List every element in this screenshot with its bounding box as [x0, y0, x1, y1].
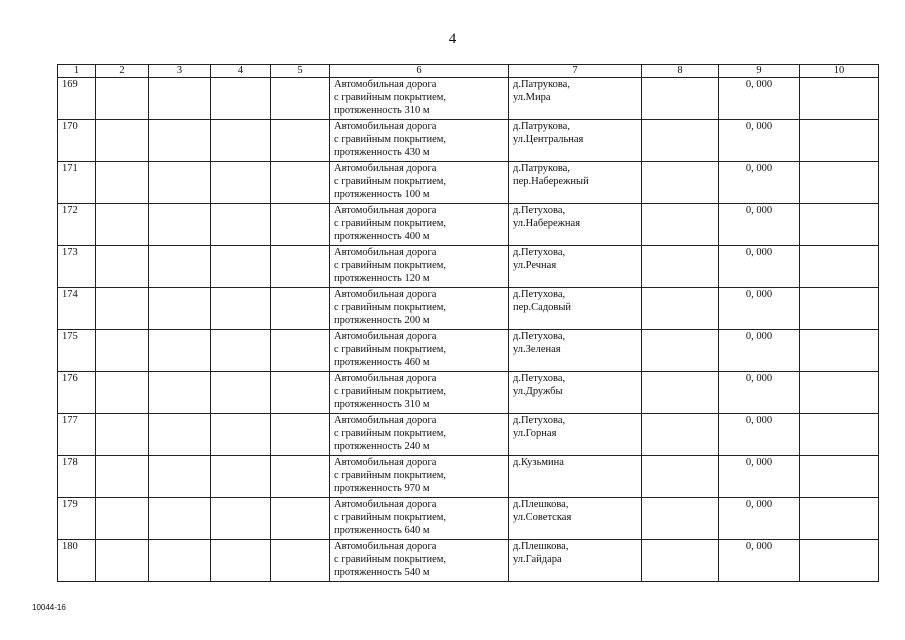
- col-header-9: 9: [719, 65, 800, 78]
- table-cell-col-5: [271, 414, 330, 456]
- table-cell-col-1: 176: [58, 372, 96, 414]
- road-description-line: Автомобильная дорога: [334, 457, 437, 468]
- table-cell-col-8: [642, 78, 719, 120]
- table-cell-col-8: [642, 204, 719, 246]
- road-description-line: Автомобильная дорога: [334, 121, 437, 132]
- address-line: ул.Зеленая: [513, 343, 561, 355]
- road-description-line: протяженность 540 м: [334, 566, 430, 578]
- table-row: [58, 204, 879, 246]
- address-line: ул.Набережная: [513, 217, 581, 229]
- table-cell-col-2: [96, 414, 149, 456]
- address-line: ул.Советская: [513, 511, 572, 523]
- table-row: [58, 372, 879, 414]
- table-cell-col-5: [271, 498, 330, 540]
- road-description-line: с гравийным покрытием,: [334, 385, 447, 397]
- table-cell-col-1: 175: [58, 330, 96, 372]
- table-cell-col-5: [271, 120, 330, 162]
- table-cell-col-1: 172: [58, 204, 96, 246]
- table-cell-col-4: [211, 288, 271, 330]
- table-cell-col-1: 177: [58, 414, 96, 456]
- table-cell-col-6: [330, 372, 509, 414]
- document-code: 10044-16: [32, 603, 66, 612]
- road-description-line: Автомобильная дорога: [334, 499, 437, 510]
- table-cell-col-5: [271, 204, 330, 246]
- road-description-line: протяженность 310 м: [334, 104, 430, 116]
- table-cell-col-3: [149, 456, 211, 498]
- table-cell-col-2: [96, 456, 149, 498]
- road-description-line: протяженность 120 м: [334, 272, 430, 284]
- table-cell-col-9: 0, 000: [719, 330, 800, 372]
- address-line: пер.Садовый: [513, 301, 572, 313]
- table-cell-col-8: [642, 246, 719, 288]
- property-register-table: [57, 64, 879, 582]
- road-description-line: Автомобильная дорога: [334, 541, 437, 552]
- road-description-line: с гравийным покрытием,: [334, 217, 447, 229]
- table-cell-col-3: [149, 204, 211, 246]
- table-cell-col-2: [96, 120, 149, 162]
- table-cell-col-6: [330, 204, 509, 246]
- table-cell-col-1: 169: [58, 78, 96, 120]
- table-cell-col-10: [800, 540, 879, 582]
- address-line: ул.Дружбы: [513, 385, 563, 397]
- table-cell-col-10: [800, 498, 879, 540]
- table-cell-col-2: [96, 330, 149, 372]
- table-cell-col-7: [509, 372, 642, 414]
- table-cell-col-1: 170: [58, 120, 96, 162]
- col-header-10: 10: [800, 65, 879, 78]
- table-cell-col-5: [271, 78, 330, 120]
- table-cell-col-9: 0, 000: [719, 78, 800, 120]
- road-description-line: протяженность 310 м: [334, 398, 430, 410]
- table-cell-col-10: [800, 414, 879, 456]
- road-description-line: Автомобильная дорога: [334, 415, 437, 426]
- table-cell-col-4: [211, 372, 271, 414]
- table-cell-col-1: 171: [58, 162, 96, 204]
- table-cell-col-4: [211, 78, 271, 120]
- table-cell-col-6: [330, 162, 509, 204]
- col-header-1: 1: [58, 65, 96, 78]
- table-cell-col-4: [211, 162, 271, 204]
- table-cell-col-7: [509, 204, 642, 246]
- table-cell-col-4: [211, 204, 271, 246]
- address-line: ул.Гайдара: [513, 553, 562, 565]
- road-description-line: с гравийным покрытием,: [334, 469, 447, 481]
- road-description-line: Автомобильная дорога: [334, 289, 437, 300]
- address-line: ул.Мира: [513, 91, 551, 103]
- table-cell-col-10: [800, 204, 879, 246]
- table-cell-col-7: [509, 414, 642, 456]
- table-cell-col-2: [96, 162, 149, 204]
- table-cell-col-9: 0, 000: [719, 372, 800, 414]
- table-cell-col-6: [330, 540, 509, 582]
- table-row: [58, 246, 879, 288]
- road-description-line: с гравийным покрытием,: [334, 259, 447, 271]
- road-description-line: протяженность 100 м: [334, 188, 430, 200]
- table-cell-col-3: [149, 498, 211, 540]
- road-description-line: с гравийным покрытием,: [334, 427, 447, 439]
- table-row: [58, 498, 879, 540]
- address-line: ул.Речная: [513, 259, 557, 271]
- table-row: [58, 330, 879, 372]
- table-cell-col-6: [330, 330, 509, 372]
- table-cell-col-8: [642, 330, 719, 372]
- table-cell-col-7: [509, 120, 642, 162]
- table-cell-col-4: [211, 498, 271, 540]
- table-cell-col-2: [96, 204, 149, 246]
- col-header-2: 2: [96, 65, 149, 78]
- table-cell-col-2: [96, 372, 149, 414]
- table-cell-col-4: [211, 540, 271, 582]
- table-cell-col-3: [149, 372, 211, 414]
- table-cell-col-7: [509, 540, 642, 582]
- table-row: [58, 456, 879, 498]
- address-line: пер.Набережный: [513, 175, 589, 187]
- table-cell-col-5: [271, 456, 330, 498]
- table-cell-col-2: [96, 498, 149, 540]
- address-line: д.Петухова,: [513, 331, 566, 342]
- table-row: [58, 540, 879, 582]
- table-cell-col-8: [642, 456, 719, 498]
- address-line: д.Патрукова,: [513, 79, 570, 90]
- road-description-line: с гравийным покрытием,: [334, 511, 447, 523]
- table-cell-col-3: [149, 162, 211, 204]
- table-cell-col-2: [96, 246, 149, 288]
- col-header-4: 4: [211, 65, 271, 78]
- col-header-7: 7: [509, 65, 642, 78]
- table-cell-col-9: 0, 000: [719, 120, 800, 162]
- table-cell-col-7: [509, 78, 642, 120]
- col-header-5: 5: [271, 65, 330, 78]
- address-line: ул.Горная: [513, 427, 557, 439]
- table-cell-col-9: 0, 000: [719, 204, 800, 246]
- table-cell-col-6: [330, 288, 509, 330]
- table-cell-col-9: 0, 000: [719, 246, 800, 288]
- table-cell-col-4: [211, 120, 271, 162]
- table-cell-col-10: [800, 120, 879, 162]
- table-cell-col-1: 178: [58, 456, 96, 498]
- table-cell-col-3: [149, 246, 211, 288]
- table-cell-col-10: [800, 246, 879, 288]
- road-description-line: с гравийным покрытием,: [334, 91, 447, 103]
- road-description-line: Автомобильная дорога: [334, 79, 437, 90]
- table-cell-col-1: 174: [58, 288, 96, 330]
- table-cell-col-8: [642, 414, 719, 456]
- table-cell-col-6: [330, 456, 509, 498]
- table-cell-col-10: [800, 456, 879, 498]
- table-cell-col-6: [330, 120, 509, 162]
- road-description-line: с гравийным покрытием,: [334, 133, 447, 145]
- table-cell-col-9: 0, 000: [719, 162, 800, 204]
- table-cell-col-2: [96, 288, 149, 330]
- table-cell-col-8: [642, 372, 719, 414]
- table-cell-col-6: [330, 498, 509, 540]
- road-description-line: с гравийным покрытием,: [334, 553, 447, 565]
- table-cell-col-5: [271, 540, 330, 582]
- road-description-line: с гравийным покрытием,: [334, 343, 447, 355]
- table-cell-col-9: 0, 000: [719, 540, 800, 582]
- table-row: [58, 120, 879, 162]
- table-cell-col-6: [330, 246, 509, 288]
- table-cell-col-4: [211, 246, 271, 288]
- table-cell-col-8: [642, 498, 719, 540]
- road-description-line: Автомобильная дорога: [334, 373, 437, 384]
- table-cell-col-7: [509, 162, 642, 204]
- address-line: д.Плешкова,: [513, 499, 569, 510]
- table-cell-col-8: [642, 540, 719, 582]
- address-line: ул.Центральная: [513, 133, 584, 145]
- table-row: [58, 288, 879, 330]
- road-description-line: протяженность 970 м: [334, 482, 430, 494]
- table-cell-col-9: 0, 000: [719, 456, 800, 498]
- road-description-line: протяженность 200 м: [334, 314, 430, 326]
- col-header-3: 3: [149, 65, 211, 78]
- table-cell-col-3: [149, 540, 211, 582]
- table-cell-col-4: [211, 414, 271, 456]
- address-line: д.Патрукова,: [513, 163, 570, 174]
- table-cell-col-1: 173: [58, 246, 96, 288]
- table-cell-col-8: [642, 120, 719, 162]
- address-line: д.Петухова,: [513, 247, 566, 258]
- road-description-line: протяженность 400 м: [334, 230, 430, 242]
- address-line: д.Петухова,: [513, 373, 566, 384]
- table-cell-col-3: [149, 288, 211, 330]
- table-row: [58, 162, 879, 204]
- road-description-line: Автомобильная дорога: [334, 205, 437, 216]
- table-cell-col-4: [211, 330, 271, 372]
- road-description-line: протяженность 460 м: [334, 356, 430, 368]
- table-cell-col-1: 180: [58, 540, 96, 582]
- address-line: д.Кузьмина: [513, 457, 564, 468]
- table-cell-col-5: [271, 162, 330, 204]
- address-line: д.Плешкова,: [513, 541, 569, 552]
- table-cell-col-7: [509, 456, 642, 498]
- table-cell-col-7: [509, 246, 642, 288]
- table-row: [58, 78, 879, 120]
- table-cell-col-8: [642, 162, 719, 204]
- table-cell-col-5: [271, 330, 330, 372]
- table-cell-col-10: [800, 162, 879, 204]
- table-cell-col-3: [149, 78, 211, 120]
- table-cell-col-5: [271, 372, 330, 414]
- table-cell-col-6: [330, 78, 509, 120]
- page-number: 4: [448, 31, 457, 47]
- table-cell-col-3: [149, 330, 211, 372]
- road-description-line: Автомобильная дорога: [334, 247, 437, 258]
- table-row: [58, 414, 879, 456]
- col-header-6: 6: [330, 65, 509, 78]
- address-line: д.Петухова,: [513, 415, 566, 426]
- table-cell-col-4: [211, 456, 271, 498]
- table-cell-col-7: [509, 330, 642, 372]
- table-cell-col-9: 0, 000: [719, 288, 800, 330]
- table-cell-col-7: [509, 498, 642, 540]
- table-cell-col-10: [800, 288, 879, 330]
- table-cell-col-1: 179: [58, 498, 96, 540]
- table-cell-col-3: [149, 414, 211, 456]
- table-cell-col-6: [330, 414, 509, 456]
- address-line: д.Патрукова,: [513, 121, 570, 132]
- table-cell-col-10: [800, 330, 879, 372]
- header-row: [58, 65, 879, 78]
- road-description-line: Автомобильная дорога: [334, 163, 437, 174]
- table-cell-col-9: 0, 000: [719, 498, 800, 540]
- table-cell-col-3: [149, 120, 211, 162]
- road-description-line: протяженность 640 м: [334, 524, 430, 536]
- address-line: д.Петухова,: [513, 205, 566, 216]
- table-cell-col-7: [509, 288, 642, 330]
- table-cell-col-5: [271, 246, 330, 288]
- col-header-8: 8: [642, 65, 719, 78]
- road-description-line: протяженность 430 м: [334, 146, 430, 158]
- road-description-line: с гравийным покрытием,: [334, 301, 447, 313]
- road-description-line: протяженность 240 м: [334, 440, 430, 452]
- address-line: д.Петухова,: [513, 289, 566, 300]
- table-cell-col-2: [96, 78, 149, 120]
- table-cell-col-8: [642, 288, 719, 330]
- table-cell-col-10: [800, 372, 879, 414]
- road-description-line: с гравийным покрытием,: [334, 175, 447, 187]
- table-cell-col-5: [271, 288, 330, 330]
- table-cell-col-10: [800, 78, 879, 120]
- table-cell-col-9: 0, 000: [719, 414, 800, 456]
- road-description-line: Автомобильная дорога: [334, 331, 437, 342]
- table-cell-col-2: [96, 540, 149, 582]
